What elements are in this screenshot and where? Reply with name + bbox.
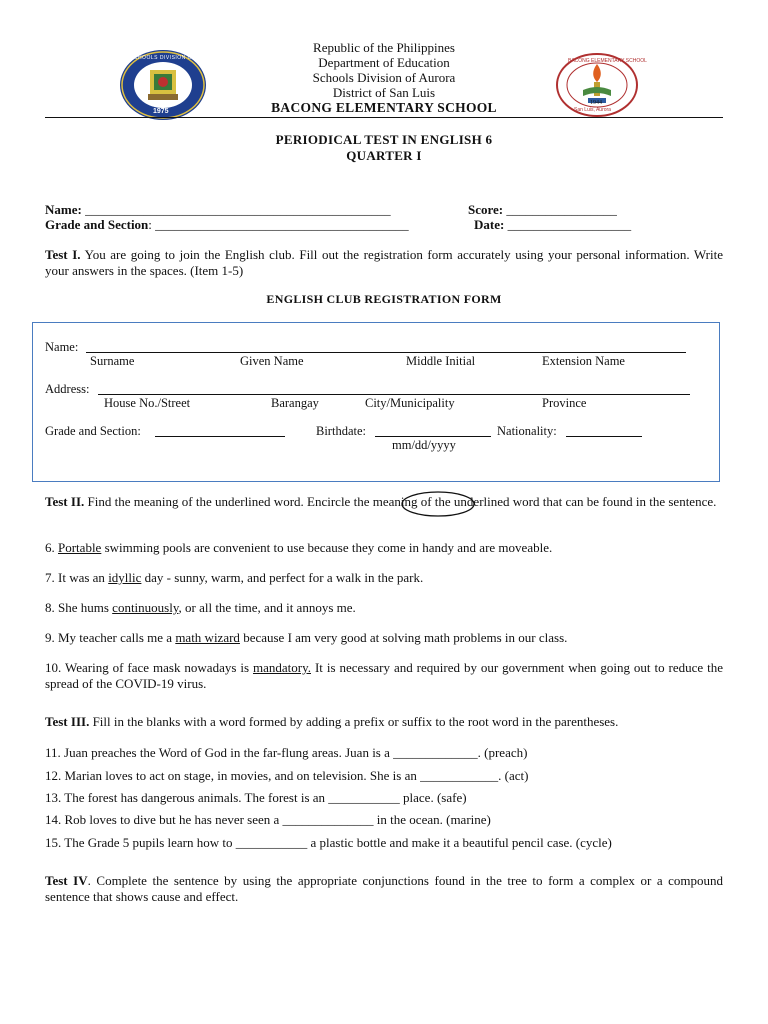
question-text: because I am very good at solving math problems in our class.	[239, 630, 568, 645]
question-text: It is necessary and required by our government when going out to reduce the spread of the COVID-19 virus.	[45, 660, 724, 691]
question-9	[45, 630, 725, 646]
form-birthdate-field[interactable]	[375, 424, 491, 437]
test1-label: Test I.	[45, 247, 81, 262]
question-14[interactable]: 14. Rob loves to dive but he has never seen a ______________ in the ocean. (marine)	[45, 812, 491, 827]
test-title: PERIODICAL TEST IN ENGLISH 6	[275, 132, 493, 147]
test4-label: Test IV	[45, 873, 88, 888]
right-seal-place: San Luis, Aurora	[574, 107, 611, 113]
test2-instructions	[45, 494, 723, 510]
test1-instructions	[45, 247, 723, 278]
form-province-caption: Province	[542, 396, 587, 410]
name-label: Name:	[45, 202, 82, 217]
left-seal-year: 1975	[153, 108, 169, 115]
test4-instructions	[45, 873, 723, 904]
date-row	[474, 217, 631, 233]
form-extension-name-caption: Extension Name	[542, 354, 625, 368]
question-number: 9.	[45, 630, 58, 645]
test-quarter: QUARTER I	[346, 148, 422, 163]
question-10	[45, 660, 723, 691]
question-text: swimming pools are convenient to use because they come in handy and are moveable.	[101, 540, 553, 555]
grade-section-label: Grade and Section	[45, 217, 149, 232]
header-divider	[45, 117, 723, 118]
form-nationality-label: Nationality:	[497, 424, 557, 438]
form-street-caption: House No./Street	[104, 396, 191, 410]
underlined-word[interactable]: idyllic	[108, 570, 142, 585]
test2-text: Find the meaning of the underlined word. Encircle the meaning of the underlined word that can be found in the sentence.	[84, 494, 717, 509]
test1-text: You are going to join the English club. Fill out the registration form accurately using your personal information. Write your answers in the spaces. (Item 1-5)	[45, 247, 723, 278]
form-birthdate-label: Birthdate:	[316, 424, 366, 438]
encircle-example-oval	[400, 490, 476, 518]
header-school-name: BACONG ELEMENTARY SCHOOL	[271, 100, 497, 115]
underlined-word[interactable]: math wizard	[175, 630, 240, 645]
right-seal-label: BACONG ELEMENTARY SCHOOL	[568, 58, 647, 64]
question-text: day - sunny, warm, and perfect for a walk in the park.	[141, 570, 424, 585]
question-11[interactable]: 11. Juan preaches the Word of God in the far-flung areas. Juan is a _____________. (preach)	[45, 745, 528, 760]
form-name-label: Name:	[45, 340, 79, 354]
grade-section-field[interactable]: _______________________________________	[155, 217, 409, 232]
form-middle-initial-caption: Middle Initial	[406, 354, 476, 368]
form-given-name-caption: Given Name	[240, 354, 304, 368]
form-grade-section-field[interactable]	[155, 424, 285, 437]
date-field[interactable]: ___________________	[507, 217, 632, 232]
test4-text: . Complete the sentence by using the appropriate conjunctions found in the tree to form a complex or a compound sentence that shows cause and effect.	[45, 873, 723, 904]
header-division: Schools Division of Aurora	[312, 70, 456, 85]
test2-label: Test II.	[45, 494, 85, 509]
underlined-word[interactable]: mandatory.	[253, 660, 311, 675]
question-text: It was an	[58, 570, 109, 585]
score-field[interactable]: _________________	[506, 202, 617, 217]
student-name-row	[45, 202, 391, 218]
date-label: Date:	[474, 217, 505, 232]
left-seal-label: SCHOOLS DIVISION OF AURORA	[130, 55, 222, 61]
score-label: Score:	[468, 202, 504, 217]
header-republic: Republic of the Philippines	[313, 40, 455, 55]
form-barangay-caption: Barangay	[271, 396, 319, 410]
question-6	[45, 540, 725, 556]
question-13[interactable]: 13. The forest has dangerous animals. The forest is an ___________ place. (safe)	[45, 790, 467, 805]
question-number: 10.	[45, 660, 65, 675]
score-row	[468, 202, 617, 218]
question-15[interactable]: 15. The Grade 5 pupils learn how to ___________ a plastic bottle and make it a beautiful pencil case. (cycle)	[45, 835, 612, 850]
header-district: District of San Luis	[332, 85, 436, 100]
test3-instructions	[45, 714, 723, 730]
question-8	[45, 600, 725, 616]
question-number: 8.	[45, 600, 58, 615]
header-deped: Department of Education	[318, 55, 450, 70]
form-surname-caption: Surname	[90, 354, 135, 368]
question-text: Wearing of face mask nowadays is	[64, 660, 253, 675]
form-nationality-field[interactable]	[566, 424, 642, 437]
test3-text: Fill in the blanks with a word formed by adding a prefix or suffix to the root word in the parentheses.	[89, 714, 619, 729]
question-text: My teacher calls me a	[58, 630, 176, 645]
form-address-field[interactable]	[98, 382, 690, 395]
test3-label: Test III.	[45, 714, 90, 729]
grade-section-row	[45, 217, 409, 233]
form-name-field[interactable]	[86, 340, 686, 353]
form-city-caption: City/Municipality	[365, 396, 455, 410]
question-number: 7.	[45, 570, 58, 585]
underlined-word[interactable]: continuously	[112, 600, 179, 615]
name-field[interactable]: _______________________________________________	[85, 202, 391, 217]
form-address-label: Address:	[45, 382, 90, 396]
question-7	[45, 570, 725, 586]
question-text: She hums	[58, 600, 113, 615]
underlined-word[interactable]: Portable	[58, 540, 102, 555]
right-seal-year: 1944	[590, 100, 602, 106]
question-number: 6.	[45, 540, 58, 555]
grade-colon: :	[148, 217, 152, 232]
question-text: , or all the time, and it annoys me.	[178, 600, 356, 615]
form-grade-section-label: Grade and Section:	[45, 424, 141, 438]
question-12[interactable]: 12. Marian loves to act on stage, in movies, and on television. She is an ____________. (act)	[45, 768, 529, 783]
registration-form-title: ENGLISH CLUB REGISTRATION FORM	[266, 292, 502, 306]
form-date-format-caption: mm/dd/yyyy	[392, 438, 456, 452]
